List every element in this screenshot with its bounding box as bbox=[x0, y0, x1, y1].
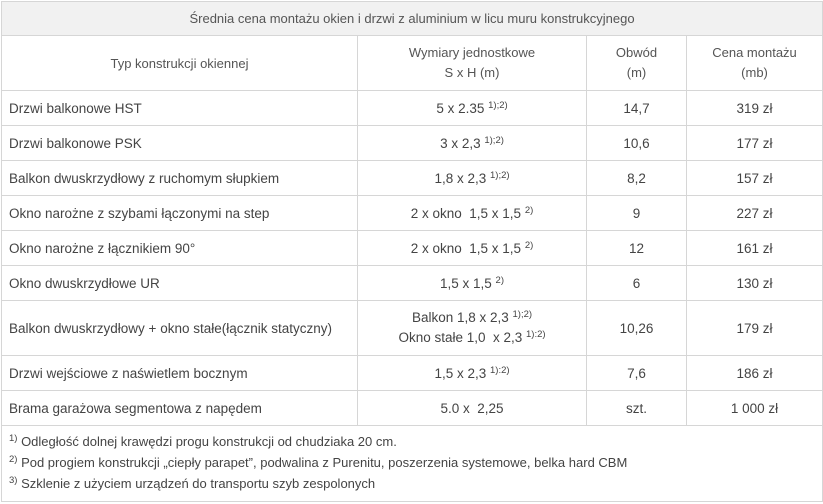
footnote-ref: 2) bbox=[495, 274, 504, 286]
dim-value: 5 x 2.35 bbox=[436, 100, 489, 116]
footnotes-row bbox=[2, 426, 823, 502]
cell-dimensions bbox=[358, 391, 587, 426]
cell-perimeter: szt. bbox=[587, 391, 687, 426]
dim-value: Balkon 1,8 x 2,3 bbox=[411, 310, 513, 325]
cell-price: 130 zł bbox=[687, 266, 823, 301]
footnote bbox=[9, 452, 815, 473]
footnotes bbox=[2, 426, 823, 502]
header-dimensions bbox=[358, 36, 587, 91]
dim-value: 1,8 x 2,3 bbox=[434, 170, 490, 186]
cell-price: 157 zł bbox=[687, 161, 823, 196]
table-row bbox=[2, 231, 823, 266]
header-price bbox=[687, 36, 823, 91]
dim-line-2 bbox=[365, 328, 579, 348]
table-row bbox=[2, 266, 823, 301]
price-table-container bbox=[1, 1, 822, 502]
cell-perimeter: 9 bbox=[587, 196, 687, 231]
cell-price: 186 zł bbox=[687, 356, 823, 391]
cell-type: Balkon dwuskrzydłowy + okno stałe(łącznik statyczny) bbox=[2, 301, 358, 356]
footnote-mark: 1) bbox=[9, 433, 18, 444]
header-perimeter-line1: Obwód bbox=[615, 45, 658, 60]
dim-value: 3 x 2,3 bbox=[440, 135, 485, 151]
footnote-ref: 2) bbox=[524, 239, 534, 251]
header-dimensions-line1: Wymiary jednostkowe bbox=[408, 45, 536, 60]
cell-dimensions bbox=[358, 301, 587, 356]
table-row bbox=[2, 301, 823, 356]
cell-price: 179 zł bbox=[687, 301, 823, 356]
footnote-text: Szklenie z użyciem urządzeń do transportu szyb zespolonych bbox=[17, 476, 376, 491]
header-type-label: Typ konstrukcji okiennej bbox=[110, 55, 249, 71]
cell-price: 161 zł bbox=[687, 231, 823, 266]
table-row bbox=[2, 391, 823, 426]
table-row bbox=[2, 356, 823, 391]
cell-dimensions bbox=[358, 231, 587, 266]
dim-value: 2 x okno 1,5 x 1,5 bbox=[410, 205, 525, 221]
header-perimeter-line2: (m) bbox=[626, 65, 647, 80]
cell-price: 1 000 zł bbox=[687, 391, 823, 426]
table-row bbox=[2, 161, 823, 196]
footnote-mark: 2) bbox=[9, 454, 18, 465]
footnote-ref: 1);2) bbox=[512, 309, 533, 320]
dim-value: Okno stałe 1,0 x 2,3 bbox=[398, 330, 527, 345]
cell-perimeter: 14,7 bbox=[587, 91, 687, 126]
table-row bbox=[2, 126, 823, 161]
table-title: Średnia cena montażu okien i drzwi z aluminium w licu muru konstrukcyjnego bbox=[2, 2, 823, 36]
cell-price: 177 zł bbox=[687, 126, 823, 161]
cell-perimeter: 10,26 bbox=[587, 301, 687, 356]
cell-type: Drzwi balkonowe HST bbox=[2, 91, 358, 126]
table-row bbox=[2, 196, 823, 231]
cell-type: Drzwi wejściowe z naświetlem bocznym bbox=[2, 356, 358, 391]
footnote-ref: 1);2) bbox=[488, 99, 508, 111]
dim-value: 1,5 x 2,3 bbox=[434, 365, 490, 381]
footnote-ref: 1);2) bbox=[484, 134, 504, 146]
table-row bbox=[2, 91, 823, 126]
cell-type: Balkon dwuskrzydłowy z ruchomym słupkiem bbox=[2, 161, 358, 196]
cell-type: Drzwi balkonowe PSK bbox=[2, 126, 358, 161]
dim-line-1 bbox=[365, 308, 579, 328]
cell-price: 319 zł bbox=[687, 91, 823, 126]
cell-type: Okno dwuskrzydłowe UR bbox=[2, 266, 358, 301]
cell-dimensions bbox=[358, 91, 587, 126]
cell-perimeter: 7,6 bbox=[587, 356, 687, 391]
footnote bbox=[9, 431, 815, 452]
dim-value: 1,5 x 1,5 bbox=[440, 275, 496, 291]
cell-type: Okno narożne z szybami łączonymi na step bbox=[2, 196, 358, 231]
table-title-row bbox=[2, 2, 823, 36]
cell-dimensions bbox=[358, 161, 587, 196]
footnote-ref: 1);2) bbox=[490, 169, 510, 181]
cell-dimensions bbox=[358, 266, 587, 301]
header-dimensions-line2: S x H (m) bbox=[444, 65, 500, 80]
dim-value: 2 x okno 1,5 x 1,5 bbox=[410, 240, 525, 256]
cell-type: Okno narożne z łącznikiem 90° bbox=[2, 231, 358, 266]
footnote-text: Pod progiem konstrukcji „ciepły parapet”, podwalina z Purenitu, poszerzenia systemowe, belka hard CBM bbox=[17, 455, 628, 470]
footnote-text: Odległość dolnej krawędzi progu konstrukcji od chudziaka 20 cm. bbox=[17, 434, 397, 449]
footnote-ref: 1):2) bbox=[490, 364, 510, 376]
footnote-ref: 1):2) bbox=[526, 329, 546, 340]
table-header-row bbox=[2, 36, 823, 91]
cell-dimensions bbox=[358, 126, 587, 161]
header-price-line2: (mb) bbox=[741, 65, 768, 80]
header-type bbox=[2, 36, 358, 91]
price-table bbox=[1, 1, 823, 502]
footnote-mark: 3) bbox=[9, 475, 18, 486]
footnote-ref: 2) bbox=[524, 204, 534, 216]
cell-perimeter: 8,2 bbox=[587, 161, 687, 196]
cell-price: 227 zł bbox=[687, 196, 823, 231]
cell-perimeter: 12 bbox=[587, 231, 687, 266]
cell-dimensions bbox=[358, 196, 587, 231]
cell-type: Brama garażowa segmentowa z napędem bbox=[2, 391, 358, 426]
header-price-line1: Cena montażu bbox=[712, 45, 797, 60]
cell-perimeter: 6 bbox=[587, 266, 687, 301]
header-perimeter bbox=[587, 36, 687, 91]
cell-perimeter: 10,6 bbox=[587, 126, 687, 161]
dim-value: 5.0 x 2,25 bbox=[440, 400, 504, 416]
footnote bbox=[9, 473, 815, 494]
cell-dimensions bbox=[358, 356, 587, 391]
